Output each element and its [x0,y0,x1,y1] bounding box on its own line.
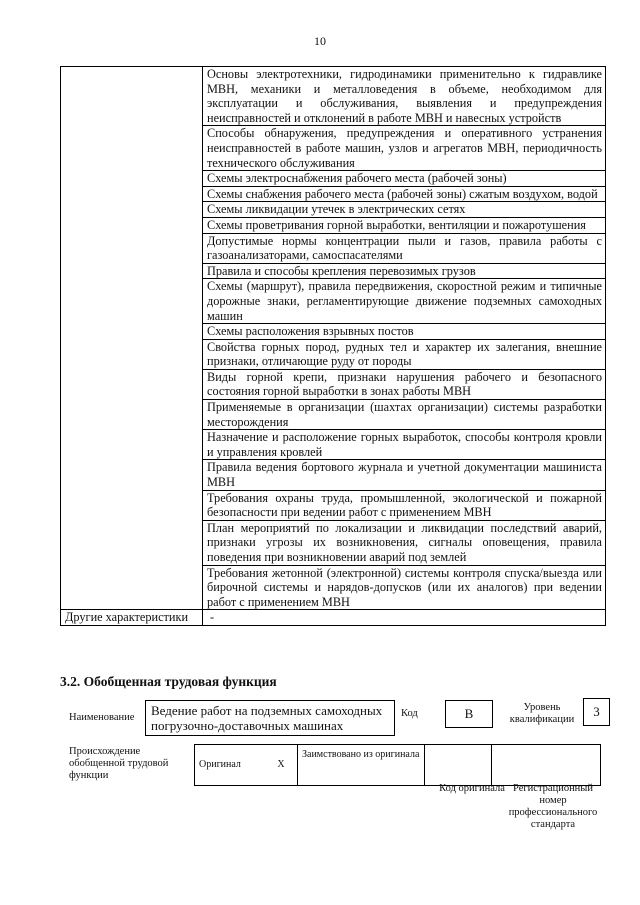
list-item: Основы электротехники, гидродинамики применительно к гидравлике МВН, механики и металловедения в объеме, необходимом для эксплуатации и обслуживания, выявления и предупреждения неисправностей и отклонений в работе МВН и навесных устройств [203,67,605,126]
list-item: Требования охраны труда, промышленной, экологической и пожарной безопасности при ведении работ с применением МВН [203,491,605,521]
page-number: 10 [314,34,326,48]
origin-table [194,744,601,786]
qualification-level-label: Уровень квалификации [509,702,575,725]
origin-row [0,744,640,844]
list-item: Требования жетонной (электронной) системы контроля спуска/выезда или бирочной системы и нарядов-допусков (или их аналогов) при ведении работ с применением МВН [207,565,602,609]
list-item: Свойства горных пород, рудных тел и характер их залегания, внешние признаки, отличающие руду от породы [203,340,605,370]
list-item: Допустимые нормы концентрации пыли и газов, правила работы с газоанализаторами, самоспасателями [203,234,605,264]
original-code-cell [425,745,492,786]
other-characteristics-dash: - [210,610,215,625]
code-value-box: B [445,700,493,728]
original-code-caption: Код оригинала [439,783,505,794]
list-item: Схемы электроснабжения рабочего места (рабочей зоны) [203,171,605,187]
table-row [61,610,606,626]
function-header-row [0,696,640,740]
list-item: Назначение и расположение горных выработок, способы контроля кровли и управления кровлей [203,430,605,460]
other-characteristics-value [203,610,606,626]
list-item: Способы обнаружения, предупреждения и оперативного устранения неисправностей в работе машин, узлов и агрегатов МВН, периодичность технического обслуживания [203,126,605,171]
list-item: Виды горной крепи, признаки нарушения рабочего и безопасного состояния горной выработки в зонах работы МВН [203,370,605,400]
other-characteristics-label: Другие характеристики [61,610,203,626]
original-mark: X [265,745,298,786]
original-label: Оригинал [195,745,266,786]
registration-number-cell [492,745,601,786]
list-item: Схемы снабжения рабочего места (рабочей зоны) сжатым воздухом, водой [203,187,605,203]
table-row [195,745,601,786]
origin-label: Происхождение обобщенной трудовой функции [69,746,169,781]
list-item: Правила и способы крепления перевозимых грузов [203,264,605,280]
list-item: Схемы расположения взрывных постов [203,324,605,340]
list-item: Схемы ликвидации утечек в электрических сетях [203,202,605,218]
table-row [61,67,606,610]
section-heading: 3.2. Обобщенная трудовая функция [60,674,277,689]
list-item: Схемы (маршрут), правила передвижения, скоростной режим и типичные дорожные знаки, регламентирующие движение подземных самоходных машин [203,279,605,324]
name-label: Наименование [69,712,135,723]
items-cell [203,67,606,610]
borrowed-label: Заимствовано из оригинала [298,745,425,786]
registration-number-caption: Регистрационный номер профессионального стандарта [508,783,598,830]
list-item: План мероприятий по локализации и ликвидации последствий аварий, признаки угрозы их возникновения, сигналы оповещения, правила поведения при возникновении аварий под землей [203,521,605,566]
requirements-table [60,66,606,626]
list-item: Применяемые в организации (шахтах организации) системы разработки месторождения [203,400,605,430]
list-item: Правила ведения бортового журнала и учетной документации машиниста МВН [203,460,605,490]
label-cell-empty [61,67,203,610]
function-name-box: Ведение работ на подземных самоходных погрузочно-доставочных машинах [145,700,395,736]
qualification-level-box: 3 [583,698,610,726]
list-item: Схемы проветривания горной выработки, вентиляции и пожаротушения [203,218,605,234]
code-label: Код [401,708,418,719]
